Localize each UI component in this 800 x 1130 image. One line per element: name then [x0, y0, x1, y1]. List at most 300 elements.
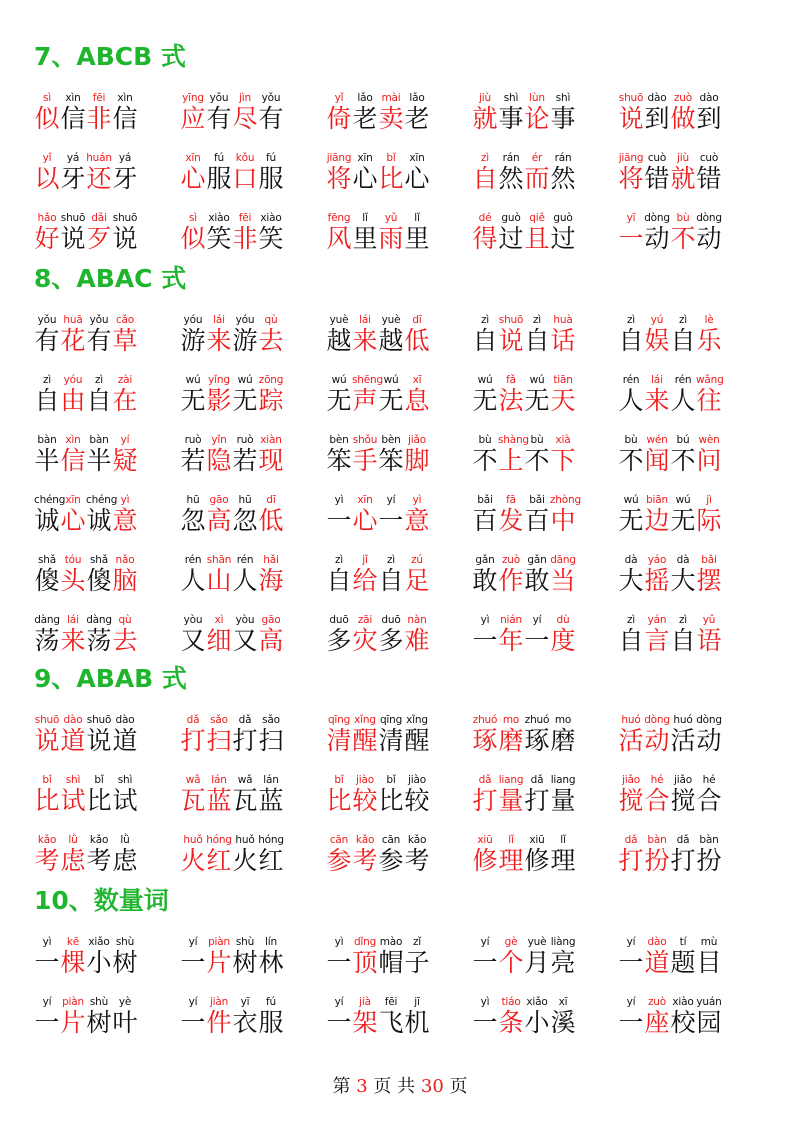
pinyin-syllable: dào [647, 936, 667, 948]
word-row [0, 930, 800, 982]
pinyin-line [472, 828, 576, 846]
hanzi-char: 动 [644, 726, 670, 755]
hanzi-char: 件 [206, 1008, 232, 1037]
pinyin-syllable: yǐ [334, 92, 344, 104]
hanzi-line [34, 784, 138, 818]
word-item [34, 146, 174, 198]
hanzi-char: 顶 [352, 948, 378, 977]
pinyin-syllable: shì [503, 92, 519, 104]
hanzi-char: 不 [670, 224, 696, 253]
hanzi-char: 手 [352, 446, 378, 475]
pinyin-syllable: guò [553, 212, 573, 224]
pinyin-syllable: lǜ [68, 834, 78, 846]
word-item [180, 488, 320, 540]
hanzi-line [180, 946, 284, 980]
word-item [180, 548, 320, 600]
pinyin-syllable: xiǎo [88, 936, 110, 948]
hanzi-char: 风 [326, 224, 352, 253]
pinyin-syllable: dòng [696, 212, 722, 224]
word-item [618, 308, 758, 360]
hanzi-char: 卖 [378, 104, 404, 133]
hanzi-char: 树 [232, 948, 258, 977]
pinyin-syllable: yì [480, 614, 490, 626]
section-title: 9、ABAB 式 [34, 664, 187, 693]
hanzi-char: 笑 [206, 224, 232, 253]
pinyin-syllable: xì [214, 614, 224, 626]
hanzi-line [326, 1006, 430, 1040]
hanzi-char: 磨 [498, 726, 524, 755]
pinyin-syllable: yóu [235, 314, 255, 326]
hanzi-char: 道 [644, 948, 670, 977]
hanzi-char: 比 [326, 786, 352, 815]
pinyin-syllable: rén [184, 554, 202, 566]
pinyin-syllable: lǐ [560, 834, 566, 846]
hanzi-char: 踪 [258, 386, 284, 415]
hanzi-char: 有 [34, 326, 60, 355]
word-item [180, 828, 320, 880]
word-row [0, 608, 800, 660]
hanzi-char: 边 [644, 506, 670, 535]
hanzi-line [326, 324, 430, 358]
pinyin-syllable: lái [213, 314, 225, 326]
hanzi-char: 比 [378, 164, 404, 193]
pinyin-line [326, 368, 430, 386]
pinyin-syllable: yòu [235, 614, 255, 626]
pinyin-line [34, 488, 138, 506]
pinyin-syllable: fēi [238, 212, 252, 224]
pinyin-syllable: yǐ [42, 152, 52, 164]
pinyin-syllable: yī [626, 212, 636, 224]
hanzi-char: 事 [550, 104, 576, 133]
hanzi-char: 而 [524, 164, 550, 193]
pinyin-syllable: liang [550, 774, 576, 786]
hanzi-line [618, 624, 722, 658]
pinyin-syllable: dǎ [676, 834, 690, 846]
pinyin-syllable: fú [214, 152, 224, 164]
pinyin-syllable: zì [678, 614, 688, 626]
hanzi-char: 校 [670, 1008, 696, 1037]
hanzi-char: 无 [472, 386, 498, 415]
hanzi-char: 错 [696, 164, 722, 193]
pinyin-syllable: yí [120, 434, 130, 446]
hanzi-char: 瓦 [232, 786, 258, 815]
pinyin-syllable: kǒu [235, 152, 255, 164]
pinyin-syllable: guò [501, 212, 521, 224]
pinyin-syllable: bàn [699, 834, 719, 846]
pinyin-syllable: wú [477, 374, 493, 386]
pinyin-syllable: yí [188, 936, 198, 948]
pinyin-syllable: bèn [381, 434, 401, 446]
pinyin-syllable: xīn [357, 152, 373, 164]
word-item [472, 708, 612, 760]
pinyin-syllable: dòng [644, 714, 670, 726]
pinyin-syllable: huó [673, 714, 693, 726]
hanzi-line [472, 444, 576, 478]
hanzi-char: 自 [326, 566, 352, 595]
hanzi-line [34, 624, 138, 658]
pinyin-syllable: yòu [183, 614, 203, 626]
pinyin-line [180, 308, 284, 326]
pinyin-line [34, 990, 138, 1008]
pinyin-syllable: sǎo [210, 714, 228, 726]
word-item [618, 428, 758, 480]
pinyin-syllable: kǎo [355, 834, 375, 846]
pinyin-syllable: zhuó [524, 714, 550, 726]
pinyin-syllable: bǐ [386, 774, 396, 786]
pinyin-syllable: yǐn [211, 434, 227, 446]
hanzi-line [34, 724, 138, 758]
pinyin-syllable: ruò [184, 434, 202, 446]
pinyin-syllable: bǐ [334, 774, 344, 786]
pinyin-line [326, 608, 430, 626]
pinyin-syllable: shuō [498, 314, 524, 326]
pinyin-line [472, 308, 576, 326]
hanzi-char: 还 [86, 164, 112, 193]
hanzi-char: 笨 [326, 446, 352, 475]
pinyin-syllable: yí [626, 936, 636, 948]
hanzi-line [472, 384, 576, 418]
footer-prefix: 第 [332, 1076, 351, 1097]
footer-suffix: 页 [449, 1076, 468, 1097]
word-item [618, 86, 758, 138]
hanzi-char: 过 [550, 224, 576, 253]
pinyin-syllable: qù [118, 614, 132, 626]
pinyin-syllable: yǐng [208, 374, 230, 386]
hanzi-char: 自 [378, 566, 404, 595]
word-item [326, 548, 466, 600]
pinyin-syllable: hé [702, 774, 716, 786]
pinyin-syllable: yí [188, 996, 198, 1008]
pinyin-syllable: zì [94, 374, 104, 386]
hanzi-char: 以 [34, 164, 60, 193]
pinyin-syllable: dǎ [238, 714, 252, 726]
hanzi-char: 若 [180, 446, 206, 475]
pinyin-line [34, 828, 138, 846]
hanzi-char: 扮 [644, 846, 670, 875]
pinyin-syllable: dàng [34, 614, 60, 626]
pinyin-syllable: zhuó [472, 714, 498, 726]
pinyin-line [618, 608, 722, 626]
hanzi-char: 琢 [524, 726, 550, 755]
pinyin-syllable: zāi [357, 614, 373, 626]
hanzi-char: 敢 [524, 566, 550, 595]
hanzi-char: 花 [60, 326, 86, 355]
pinyin-line [472, 768, 576, 786]
word-item [34, 368, 174, 420]
hanzi-char: 似 [34, 104, 60, 133]
pinyin-line [180, 488, 284, 506]
pinyin-syllable: wú [237, 374, 253, 386]
hanzi-char: 年 [498, 626, 524, 655]
pinyin-line [472, 146, 576, 164]
pinyin-syllable: wú [529, 374, 545, 386]
pinyin-syllable: piàn [62, 996, 84, 1008]
hanzi-char: 理 [550, 846, 576, 875]
hanzi-char: 考 [34, 846, 60, 875]
pinyin-syllable: yǒu [209, 92, 229, 104]
pinyin-line [180, 768, 284, 786]
pinyin-syllable: xīn [185, 152, 201, 164]
hanzi-char: 一 [326, 506, 352, 535]
hanzi-char: 有 [206, 104, 232, 133]
word-item [472, 428, 612, 480]
word-item [472, 146, 612, 198]
pinyin-syllable: yǒu [89, 314, 109, 326]
hanzi-char: 多 [378, 626, 404, 655]
pinyin-syllable: huā [63, 314, 83, 326]
hanzi-line [180, 504, 284, 538]
hanzi-line [472, 162, 576, 196]
hanzi-line [472, 102, 576, 136]
hanzi-char: 到 [644, 104, 670, 133]
hanzi-char: 动 [644, 224, 670, 253]
hanzi-char: 又 [232, 626, 258, 655]
hanzi-line [34, 504, 138, 538]
hanzi-char: 发 [498, 506, 524, 535]
hanzi-line [618, 844, 722, 878]
pinyin-syllable: zì [532, 314, 542, 326]
pinyin-syllable: kē [66, 936, 80, 948]
pinyin-line [34, 708, 138, 726]
pinyin-syllable: dé [478, 212, 492, 224]
pinyin-syllable: lùn [529, 92, 545, 104]
hanzi-char: 服 [258, 164, 284, 193]
hanzi-char: 一 [180, 948, 206, 977]
hanzi-char: 自 [618, 326, 644, 355]
hanzi-line [326, 784, 430, 818]
pinyin-syllable: duō [329, 614, 349, 626]
pinyin-syllable: wú [331, 374, 347, 386]
hanzi-line [180, 102, 284, 136]
hanzi-char: 歹 [86, 224, 112, 253]
hanzi-char: 自 [618, 626, 644, 655]
pinyin-line [618, 86, 722, 104]
hanzi-char: 就 [472, 104, 498, 133]
pinyin-line [34, 548, 138, 566]
hanzi-line [618, 102, 722, 136]
hanzi-line [34, 444, 138, 478]
hanzi-char: 将 [618, 164, 644, 193]
hanzi-char: 问 [696, 446, 722, 475]
pinyin-syllable: bù [478, 434, 492, 446]
hanzi-char: 红 [206, 846, 232, 875]
pinyin-syllable: yǔ [702, 614, 716, 626]
hanzi-char: 搅 [618, 786, 644, 815]
word-item [180, 308, 320, 360]
word-item [472, 608, 612, 660]
pinyin-syllable: wú [623, 494, 639, 506]
hanzi-char: 笨 [378, 446, 404, 475]
hanzi-line [180, 724, 284, 758]
hanzi-char: 心 [352, 506, 378, 535]
pinyin-syllable: gǎn [475, 554, 495, 566]
pinyin-syllable: bú [676, 434, 690, 446]
hanzi-char: 心 [60, 506, 86, 535]
pinyin-syllable: zōng [258, 374, 284, 386]
pinyin-syllable: sǎo [262, 714, 280, 726]
word-item [180, 608, 320, 660]
hanzi-char: 一 [618, 224, 644, 253]
hanzi-line [34, 324, 138, 358]
pinyin-syllable: huǒ [235, 834, 255, 846]
hanzi-char: 有 [258, 104, 284, 133]
pinyin-syllable: shēng [352, 374, 383, 386]
hanzi-char: 片 [206, 948, 232, 977]
pinyin-line [180, 428, 284, 446]
hanzi-char: 里 [404, 224, 430, 253]
pinyin-syllable: xìn [65, 434, 81, 446]
hanzi-char: 然 [550, 164, 576, 193]
hanzi-char: 难 [404, 626, 430, 655]
word-item [326, 708, 466, 760]
word-item [326, 828, 466, 880]
hanzi-char: 人 [232, 566, 258, 595]
hanzi-char: 话 [550, 326, 576, 355]
pinyin-syllable: yì [334, 936, 344, 948]
pinyin-syllable: xī [558, 996, 568, 1008]
pinyin-syllable: qiě [529, 212, 545, 224]
word-item [180, 708, 320, 760]
hanzi-char: 度 [550, 626, 576, 655]
pinyin-syllable: dòng [644, 212, 670, 224]
hanzi-line [618, 162, 722, 196]
pinyin-syllable: dī [412, 314, 422, 326]
pinyin-syllable: kǎo [89, 834, 109, 846]
pinyin-syllable: jiǎo [622, 774, 640, 786]
hanzi-char: 瓦 [180, 786, 206, 815]
hanzi-char: 忽 [180, 506, 206, 535]
hanzi-char: 打 [180, 726, 206, 755]
hanzi-char: 自 [670, 626, 696, 655]
hanzi-char: 老 [352, 104, 378, 133]
hanzi-char: 信 [60, 104, 86, 133]
pinyin-syllable: lái [651, 374, 663, 386]
hanzi-char: 无 [232, 386, 258, 415]
hanzi-char: 老 [404, 104, 430, 133]
pinyin-line [326, 708, 430, 726]
word-row [0, 548, 800, 600]
pinyin-syllable: fú [266, 996, 276, 1008]
pinyin-line [180, 990, 284, 1008]
word-item [180, 428, 320, 480]
word-item [472, 990, 612, 1042]
pinyin-syllable: wú [383, 374, 399, 386]
hanzi-char: 一 [34, 1008, 60, 1037]
word-item [34, 828, 174, 880]
hanzi-char: 然 [498, 164, 524, 193]
hanzi-char: 蓝 [258, 786, 284, 815]
hanzi-char: 比 [34, 786, 60, 815]
hanzi-char: 人 [618, 386, 644, 415]
hanzi-char: 隐 [206, 446, 232, 475]
pinyin-syllable: zú [411, 554, 423, 566]
word-item [34, 708, 174, 760]
hanzi-char: 游 [180, 326, 206, 355]
hanzi-line [34, 384, 138, 418]
pinyin-syllable: zuò [502, 554, 520, 566]
pinyin-syllable: jì [706, 494, 712, 506]
hanzi-char: 一 [618, 1008, 644, 1037]
pinyin-syllable: lín [265, 936, 277, 948]
pinyin-syllable: fēi [384, 996, 398, 1008]
pinyin-syllable: gè [504, 936, 518, 948]
word-row [0, 708, 800, 760]
pinyin-line [326, 206, 430, 224]
pinyin-syllable: jiǎo [408, 434, 426, 446]
hanzi-char: 荡 [34, 626, 60, 655]
pinyin-syllable: yí [386, 494, 396, 506]
hanzi-line [180, 844, 284, 878]
hanzi-char: 游 [232, 326, 258, 355]
hanzi-char: 好 [34, 224, 60, 253]
pinyin-line [618, 768, 722, 786]
pinyin-syllable: dào [115, 714, 135, 726]
pinyin-syllable: zì [42, 374, 52, 386]
pinyin-syllable: jiào [356, 774, 374, 786]
hanzi-line [472, 844, 576, 878]
hanzi-char: 声 [352, 386, 378, 415]
hanzi-char: 诚 [34, 506, 60, 535]
hanzi-line [618, 324, 722, 358]
hanzi-char: 活 [670, 726, 696, 755]
hanzi-line [34, 102, 138, 136]
hanzi-char: 打 [524, 786, 550, 815]
pinyin-syllable: yuán [696, 996, 722, 1008]
hanzi-char: 乐 [696, 326, 722, 355]
hanzi-char: 若 [232, 446, 258, 475]
hanzi-char: 片 [60, 1008, 86, 1037]
pinyin-syllable: xìn [65, 92, 81, 104]
hanzi-char: 心 [180, 164, 206, 193]
word-item [618, 768, 758, 820]
pinyin-syllable: bù [676, 212, 690, 224]
hanzi-char: 信 [112, 104, 138, 133]
pinyin-line [618, 548, 722, 566]
pinyin-syllable: shuō [618, 92, 644, 104]
pinyin-syllable: huó [621, 714, 641, 726]
hanzi-char: 清 [326, 726, 352, 755]
pinyin-line [34, 930, 138, 948]
pinyin-syllable: tí [679, 936, 687, 948]
hanzi-char: 溪 [550, 1008, 576, 1037]
word-item [180, 206, 320, 258]
hanzi-char: 不 [618, 446, 644, 475]
hanzi-char: 火 [232, 846, 258, 875]
hanzi-line [618, 384, 722, 418]
hanzi-char: 参 [326, 846, 352, 875]
pinyin-syllable: fā [506, 494, 516, 506]
word-row [0, 146, 800, 198]
hanzi-char: 当 [550, 566, 576, 595]
pinyin-syllable: yuè [381, 314, 401, 326]
pinyin-syllable: xiào [672, 996, 694, 1008]
hanzi-line [472, 946, 576, 980]
pinyin-syllable: jī [414, 996, 420, 1008]
word-item [326, 146, 466, 198]
hanzi-char: 参 [378, 846, 404, 875]
pinyin-syllable: wén [646, 434, 668, 446]
hanzi-char: 过 [498, 224, 524, 253]
pinyin-syllable: dà [676, 554, 690, 566]
hanzi-char: 说 [112, 224, 138, 253]
pinyin-syllable: wǎ [237, 774, 253, 786]
pinyin-line [618, 368, 724, 386]
section-title: 10、数量词 [34, 886, 169, 915]
pinyin-syllable: fēng [327, 212, 351, 224]
hanzi-char: 一 [524, 626, 550, 655]
pinyin-syllable: zì [480, 314, 490, 326]
pinyin-syllable: wǎ [185, 774, 201, 786]
